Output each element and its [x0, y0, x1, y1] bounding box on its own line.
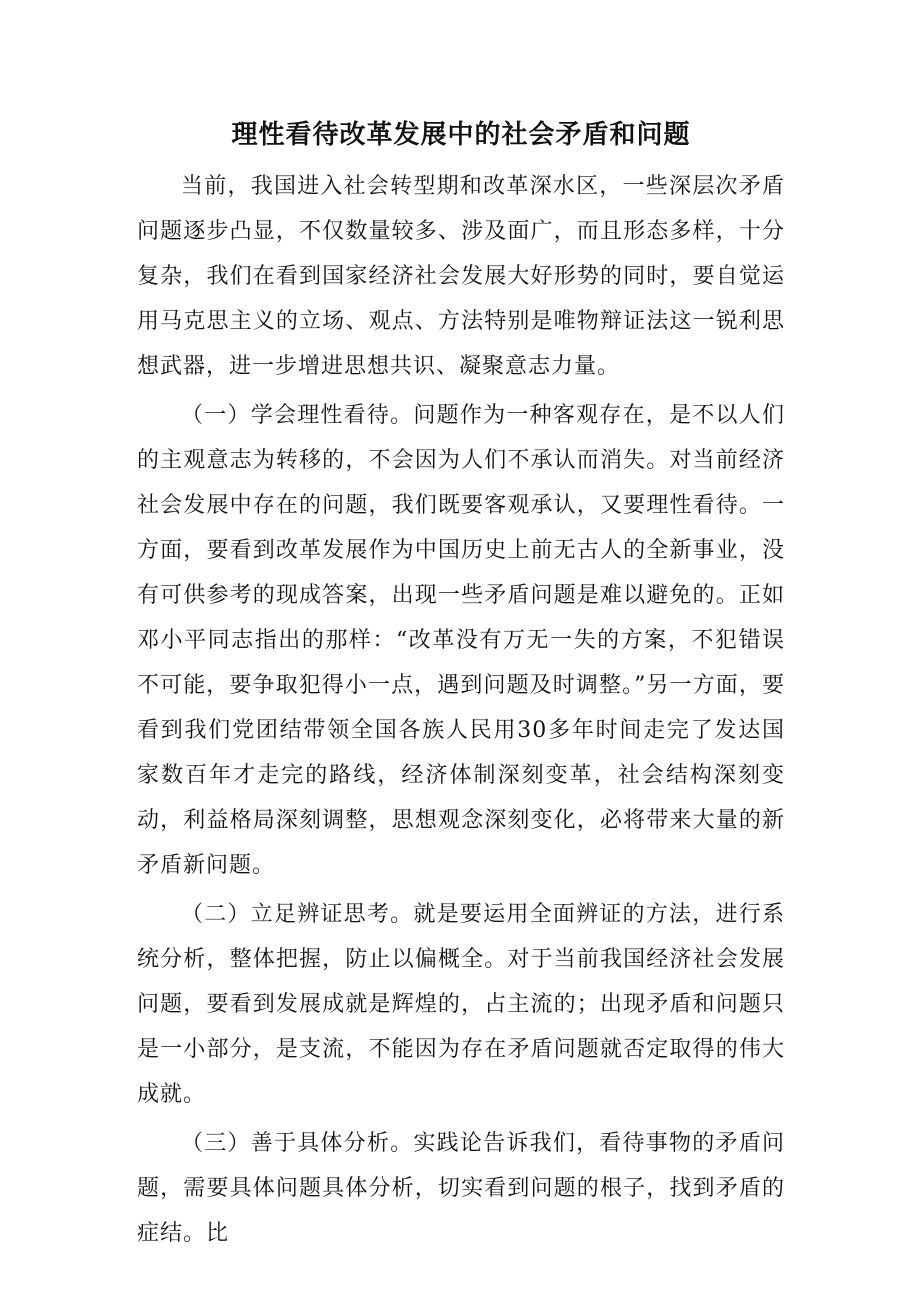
- paragraph-section-1: （一）学会理性看待。问题作为一种客观存在，是不以人们的主观意志为转移的，不会因为人们不承认而消失。对当前经济社会发展中存在的问题，我们既要客观承认，又要理性看待。一方面，要看到改革发展作为中国历史上前无古人的全新事业，没有可供参考的现成答案，出现一些矛盾问题是难以避免的。正如邓小平同志指出的那样：“改革没有万无一失的方案，不犯错误不可能，要争取犯得小一点，遇到问题及时调整。”另一方面，要看到我们党团结带领全国各族人民用30多年时间走完了发达国家数百年才走完的路线，经济体制深刻变革，社会结构深刻变动，利益格局深刻调整，思想观念深刻变化，必将带来大量的新矛盾新问题。: [137, 403, 785, 878]
- paragraph-section-3: （三）善于具体分析。实践论告诉我们，看待事物的矛盾问题，需要具体问题具体分析，切实看到问题的根子，找到矛盾的症结。比: [137, 1131, 785, 1246]
- paragraph-section-2: （二）立足辨证思考。就是要运用全面辨证的方法，进行系统分析，整体把握，防止以偏概全。对于当前我国经济社会发展问题，要看到发展成就是辉煌的，占主流的；出现矛盾和问题只是一小部分，是支流，不能因为存在矛盾问题就否定取得的伟大成就。: [137, 902, 785, 1107]
- paragraph-intro: 当前，我国进入社会转型期和改革深水区，一些深层次矛盾问题逐步凸显，不仅数量较多、涉及面广，而且形态多样，十分复杂，我们在看到国家经济社会发展大好形势的同时，要自觉运用马克思主义的立场、观点、方法特别是唯物辩证法这一锐利思想武器，进一步增进思想共识、凝聚意志力量。: [137, 174, 785, 379]
- document-title: 理性看待改革发展中的社会矛盾和问题: [231, 120, 691, 150]
- document-body: [137, 112, 785, 1256]
